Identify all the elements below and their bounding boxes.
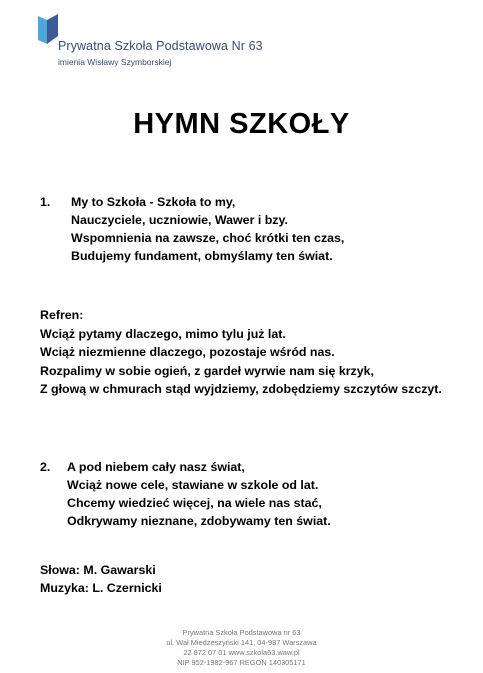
refrain-label: Refren:: [40, 308, 84, 322]
refrain-line: Rozpalimy w sobie ogień, z gardeł wyrwie nam się krzyk,: [40, 363, 374, 378]
page-footer: [0, 628, 483, 668]
school-name: Prywatna Szkoła Podstawowa Nr 63: [58, 39, 263, 53]
school-subtitle: imienia Wisławy Szymborskiej: [58, 57, 172, 67]
refrain-line: Wciąż pytamy dlaczego, mimo tylu już lat.: [40, 326, 286, 341]
footer-school-name: Prywatna Szkoła Podstawowa nr 63: [182, 628, 301, 637]
verse-number: 1.: [40, 195, 51, 209]
verse-line: Nauczyciele, uczniowie, Wawer i bzy.: [71, 213, 288, 227]
music-author: Muzyka: L. Czernicki: [40, 581, 162, 595]
verse-line: Budujemy fundament, obmyślamy ten świat.: [71, 249, 333, 263]
verse-line: Wciąż nowe cele, stawiane w szkole od lat.: [67, 478, 319, 492]
footer-address: ul. Wał Miedzeszyński 141, 04-987 Warszawa: [166, 638, 317, 647]
credits: [40, 561, 162, 597]
footer-tax-ids: NIP 952-1982-967 REGON 140305171: [177, 658, 306, 667]
refrain-line: Wciąż niezmienne dlaczego, pozostaje wśród nas.: [40, 345, 335, 359]
verse-line: A pod niebem cały nasz świat,: [67, 460, 245, 474]
verse-number: 2.: [40, 460, 51, 474]
refrain-line: Z głową w chmurach stąd wyjdziemy, zdobędziemy szczytów szczyt.: [40, 382, 442, 396]
footer-contact: 22 872 07 01 www.szkola63.waw.pl: [183, 648, 300, 657]
school-header: [38, 14, 338, 74]
verse-line: Odkrywamy nieznane, zdobywamy ten świat.: [67, 514, 331, 528]
verse-line: Wspomnienia na zawsze, choć krótki ten czas,: [71, 231, 345, 245]
page-title: HYMN SZKOŁY: [133, 108, 350, 140]
lyrics-author: Słowa: M. Gawarski: [40, 563, 156, 577]
verse-line: My to Szkoła - Szkoła to my,: [71, 195, 236, 209]
refrain: [40, 306, 450, 399]
verse-line: Chcemy wiedzieć więcej, na wiele nas stać,: [67, 496, 322, 510]
book-logo-icon: [38, 14, 60, 44]
